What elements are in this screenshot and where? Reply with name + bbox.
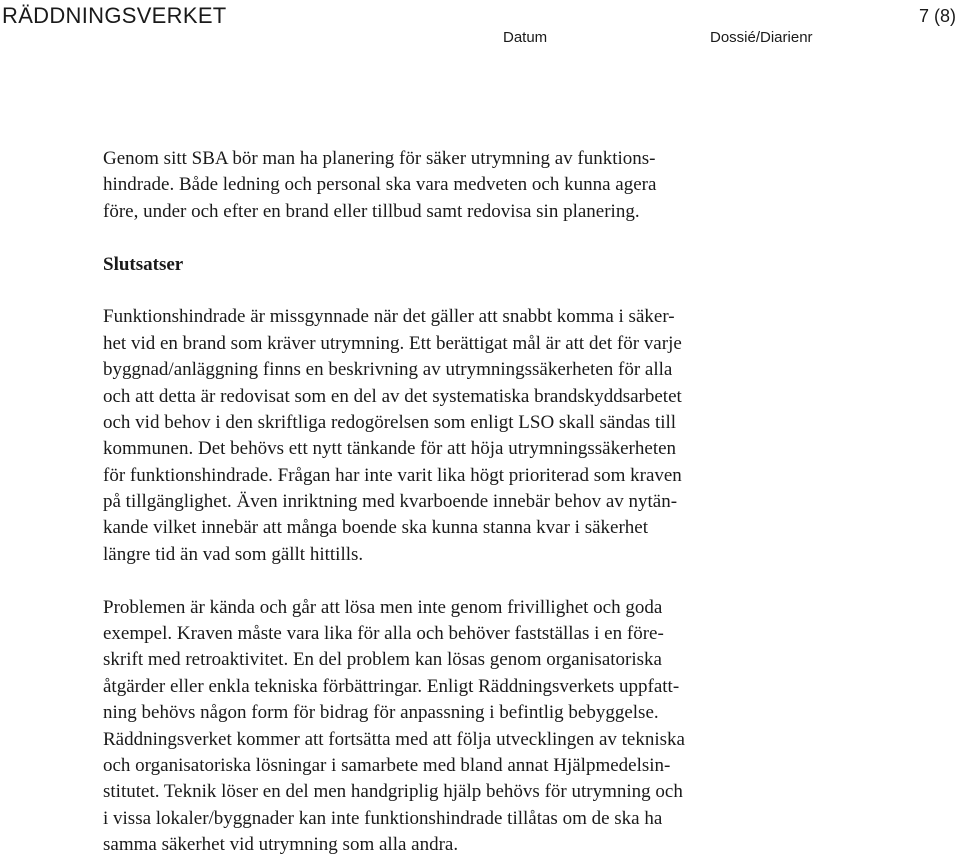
text-line: stitutet. Teknik löser en del men handgriplig hjälp behövs för utrymning och [103,781,683,803]
paragraph-spacer [103,225,803,251]
page-header [0,0,960,60]
paragraph-spacer [103,278,803,304]
text-line: längre tid än vad som gällt hittills. [103,543,364,565]
text-line: Funktionshindrade är missgynnade när det gäller att snabbt komma i säker- [103,306,675,328]
text-line: Problemen är kända och går att lösa men inte genom frivillighet och goda [103,596,663,618]
text-line: byggnad/anläggning finns en beskrivning av utrymningssäkerheten för alla [103,359,673,381]
text-line: ning behövs någon form för bidrag för anpassning i befintlig bebyggelse. [103,702,659,724]
text-line: och organisatoriska lösningar i samarbete med bland annat Hjälpmedelsin- [103,754,671,776]
text-line: Genom sitt SBA bör man ha planering för säker utrymning av funktions- [103,148,656,169]
text-line: för funktionshindrade. Frågan har inte varit lika högt prioriterad som kraven [103,464,682,486]
section-heading: Slutsatser [103,253,184,275]
paragraph-spacer [103,568,803,594]
dossier-label: Dossié/Diarienr [710,29,813,46]
text-line: hindrade. Både ledning och personal ska vara medveten och kunna agera [103,174,657,196]
document-body [103,146,803,859]
paragraph-conclusions [103,304,803,568]
paragraph-problems [103,595,803,859]
text-line: före, under och efter en brand eller tillbud samt redovisa sin planering. [103,200,640,222]
text-line: het vid en brand som kräver utrymning. Ett berättigat mål är att det för varje [103,332,682,354]
text-line: samma säkerhet vid utrymning som alla andra. [103,834,459,856]
text-line: skrift med retroaktivitet. En del problem kan lösas genom organisatoriska [103,649,662,671]
organization-name: RÄDDNINGSVERKET [2,3,227,28]
text-line: i vissa lokaler/byggnader kan inte funktionshindrade tillåtas om de ska ha [103,807,663,829]
text-line: och att detta är redovisat som en del av det systematiska brandskyddsarbetet [103,385,682,407]
page-number: 7 (8) [918,6,956,26]
text-line: och vid behov i den skriftliga redogörelsen som enligt LSO skall sändas till [103,411,677,433]
date-label: Datum [503,29,548,46]
text-line: på tillgänglighet. Även inriktning med kvarboende innebär behov av nytän- [103,491,678,513]
text-line: Räddningsverket kommer att fortsätta med att följa utvecklingen av tekniska [103,728,685,750]
paragraph-intro [103,146,803,225]
text-line: kande vilket innebär att många boende ska kunna stanna kvar i säkerhet [103,517,648,539]
text-line: kommunen. Det behövs ett nytt tänkande för att höja utrymningssäkerheten [103,438,677,460]
text-line: exempel. Kraven måste vara lika för alla och behöver fastställas i en före- [103,623,664,645]
text-line: åtgärder eller enkla tekniska förbättringar. Enligt Räddningsverkets uppfatt- [103,675,680,697]
